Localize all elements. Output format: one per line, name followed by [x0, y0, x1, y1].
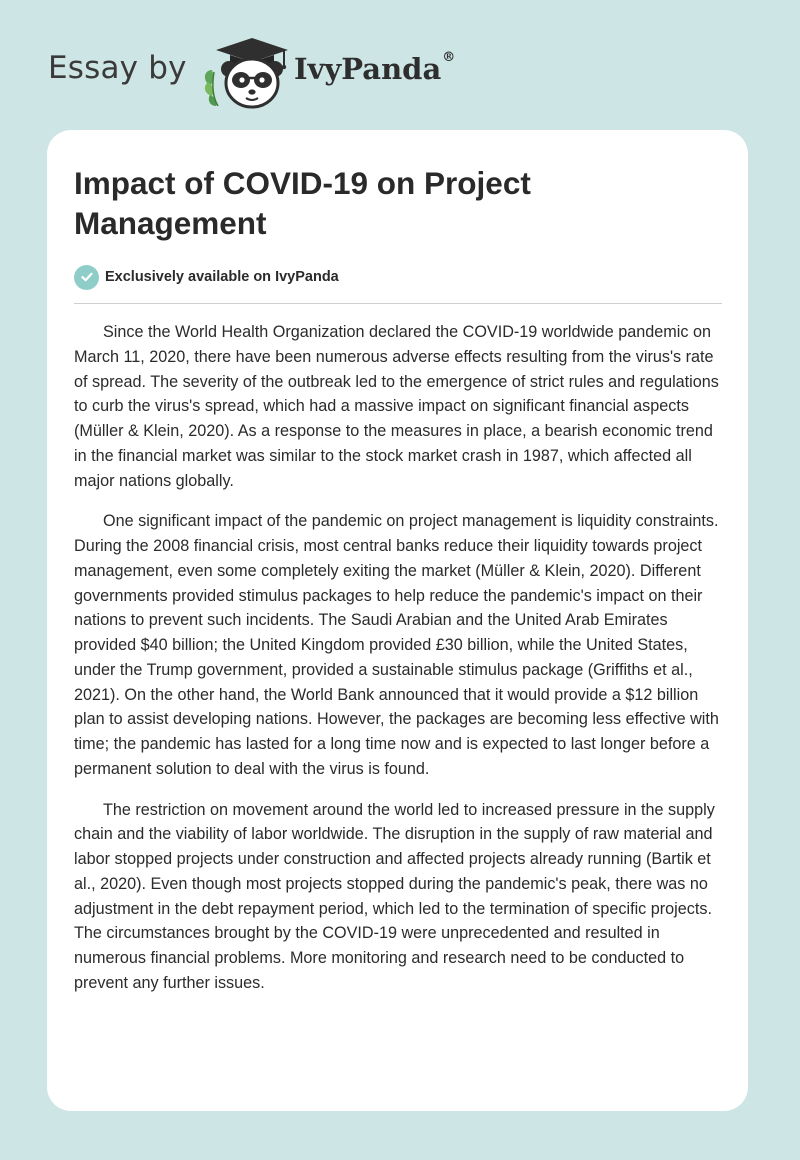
brand-name [294, 52, 455, 86]
paragraph-3: The restriction on movement around the world led to increased pressure in the supply chain and the viability of labor worldwide. The disruption in the supply of raw material and labor stopped projects under construction and affected projects already running (Bartik et al., 2020). Even though most projects stopped during the pandemic's peak, there was no adjustment in the debt repayment period, which led to the termination of specific projects. The circumstances brought by the COVID-19 were unprecedented and resulted in numerous financial problems. More monitoring and research need to be conducted to prevent any further issues. [74, 800, 715, 992]
site-header [0, 0, 800, 130]
registered-mark: ® [442, 50, 456, 65]
essay-by-label: Essay by [48, 50, 187, 86]
check-circle-icon [74, 265, 99, 290]
paragraph-2: One significant impact of the pandemic on project management is liquidity constraints. During the 2008 financial crisis, most central banks reduce their liquidity towards project management, even some completely exiting the market (Müller & Klein, 2020). Different governments provided stimulus packages to help reduce the pandemic's impact on their nations to prevent such incidents. The Saudi Arabian and the United Arab Emirates provided $40 billion; the United Kingdom provided £30 billion, while the United States, under the Trump government, provided a sustainable stimulus package (Griffiths et al., 2021). On the other hand, the World Bank announced that it would provide a $12 billion plan to assist developing nations. However, the packages are becoming less effective with time; the pandemic has lasted for a long time now and is expected to last longer before a permanent solution to deal with the virus is found. [74, 512, 719, 778]
panda-graduate-icon [200, 36, 292, 110]
essay-card [47, 130, 748, 1111]
essay-title: Impact of COVID-19 on Project Management [74, 165, 531, 241]
brand-name-text: IvyPanda [294, 52, 442, 86]
essay-body [74, 320, 722, 1012]
exclusive-badge [74, 264, 339, 290]
exclusive-badge-label: Exclusively available on IvyPanda [105, 269, 339, 285]
paragraph-1: Since the World Health Organization declared the COVID-19 worldwide pandemic on March 11, 2020, there have been numerous adverse effects resulting from the virus's rate of spread. The severity of the outbreak led to the emergence of strict rules and regulations to curb the virus's spread, which had a massive impact on significant financial aspects (Müller & Klein, 2020). As a response to the measures in place, a bearish economic trend in the financial market was similar to the stock market crash in 1987, which affected all major nations globally. [74, 323, 719, 490]
divider [74, 303, 722, 304]
